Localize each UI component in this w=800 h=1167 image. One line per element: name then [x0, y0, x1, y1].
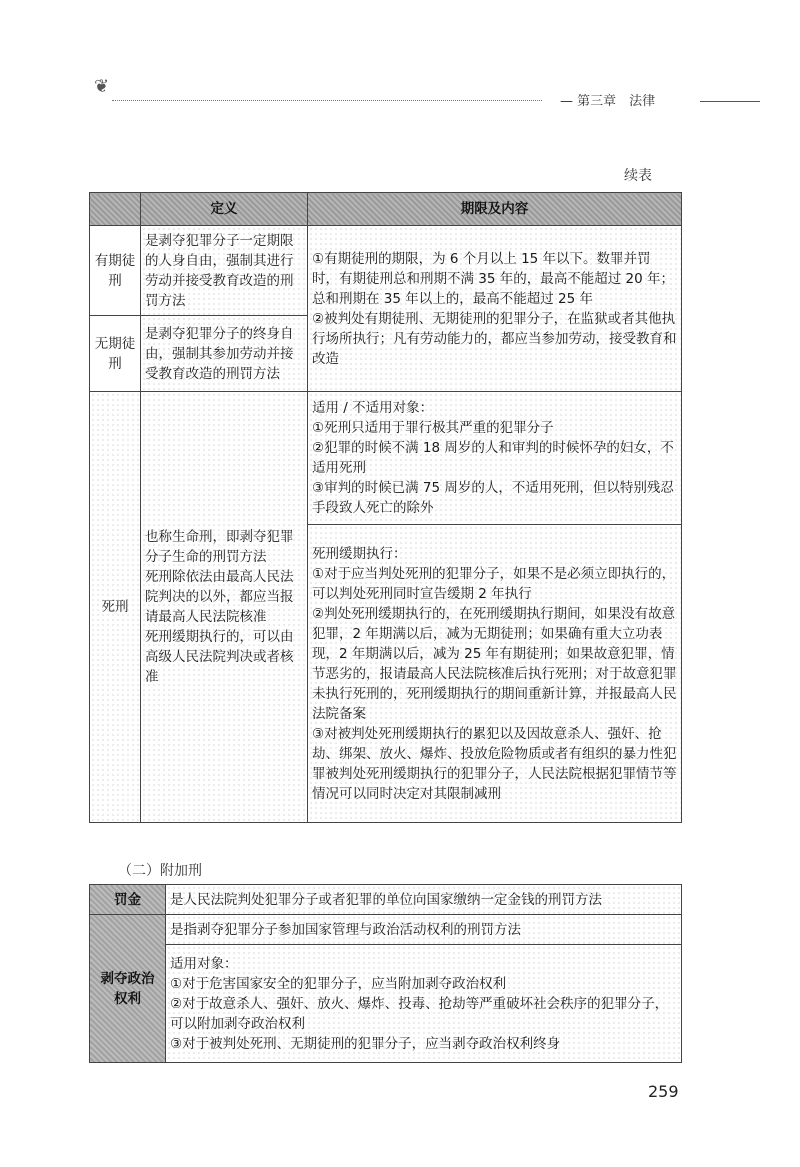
deprivation-applicable-cell: [166, 945, 682, 1063]
table-row: [90, 226, 682, 316]
definition-fixed-term: 是剥夺犯罪分子一定期限的人身自由，强制其进行劳动并接受教育改造的刑罚方法: [141, 226, 308, 316]
table-row: [90, 885, 682, 915]
header-term-content: 期限及内容: [308, 193, 682, 226]
header-rule: [700, 101, 760, 102]
deprivation-definition: 是指剥夺犯罪分子参加国家管理与政治活动权利的刑罚方法: [166, 915, 682, 945]
table-row: [90, 945, 682, 1063]
category-life: 无期徒刑: [90, 316, 141, 392]
label-deprivation: 剥夺政治权利: [90, 915, 166, 1063]
definition-life: 是剥夺犯罪分子的终身自由，强制其参加劳动并接受教育改造的刑罚方法: [141, 316, 308, 392]
category-fixed-term: 有期徒刑: [90, 226, 141, 316]
category-death: 死刑: [90, 392, 141, 823]
header-ornament-icon: ❦: [94, 76, 110, 97]
death-applicable-item-3: ③审判的时候已满 75 周岁的人，不适用死刑，但以特别残忍手段致人死亡的除外: [312, 480, 674, 516]
section-title: （二）附加刑: [118, 863, 202, 879]
table-row: [90, 392, 682, 525]
death-definition-3: 死刑缓期执行的，可以由高级人民法院判决或者核准: [145, 629, 294, 685]
death-applicable-heading: 适用 / 不适用对象：: [312, 400, 434, 416]
imprisonment-execution-text: ②被判处有期徒刑、无期徒刑的犯罪分子，在监狱或者其他执行场所执行；凡有劳动能力的，都应当参加劳动，接受教育和改造: [312, 310, 677, 367]
page-number: 259: [648, 1082, 679, 1101]
header-divider: [112, 100, 542, 101]
supplementary-penalty-table: [89, 884, 682, 1063]
deprivation-applicable-item-2: ②对于故意杀人、强奸、放火、爆炸、投毒、抢劫等严重破坏社会秩序的犯罪分子，可以附加剥夺政治权利: [170, 995, 669, 1032]
content-imprisonment: [308, 226, 682, 392]
death-applicable-item-1: ①死刑只适用于罪行极其严重的犯罪分子: [312, 420, 554, 436]
suspended-item-1: ①对于应当判处死刑的犯罪分子，如果不是必须立即执行的，可以判处死刑同时宣告缓期 2 年执行: [312, 565, 676, 602]
table-header-row: [90, 193, 682, 226]
table-row: [90, 915, 682, 945]
suspended-heading: 死刑缓期执行：: [312, 545, 407, 562]
deprivation-applicable-item-3: ③对于被判处死刑、无期徒刑的犯罪分子，应当剥夺政治权利终身: [170, 1035, 561, 1052]
header-definition: 定义: [141, 193, 308, 226]
death-suspended-cell: [308, 525, 682, 823]
header-blank: [90, 193, 141, 226]
chapter-title: — 第三章 法律: [560, 94, 656, 109]
death-definition-1: 也称生命刑，即剥夺犯罪分子生命的刑罚方法: [145, 529, 294, 565]
deprivation-applicable-item-1: ①对于危害国家安全的犯罪分子，应当附加剥夺政治权利: [170, 975, 507, 992]
fine-definition: 是人民法院判处犯罪分子或者犯罪的单位向国家缴纳一定金钱的刑罚方法: [166, 885, 682, 915]
penalty-table: [89, 192, 682, 823]
suspended-item-2: ②判处死刑缓期执行的，在死刑缓期执行期间，如果没有故意犯罪，2 年期满以后，减为无期徒刑；如果确有重大立功表现，2 年期满以后，减为 25 年有期徒刑；如果故意犯罪，情节恶劣的，报请最高人民法院核准后执行死刑；对于故意犯罪未执行死刑的，死刑缓期执行的期间重新计算，并报最高人民法院备案: [312, 605, 677, 722]
label-fine: 罚金: [90, 885, 166, 915]
death-definition-2: 死刑除依法由最高人民法院判决的以外，都应当报请最高人民法院核准: [145, 569, 294, 625]
death-applicable-item-2: ②犯罪的时候不满 18 周岁的人和审判的时候怀孕的妇女，不适用死刑: [312, 440, 674, 476]
deprivation-applicable-heading: 适用对象：: [170, 955, 238, 972]
continued-label: 续表: [624, 168, 652, 184]
suspended-item-3: ③对被判处死刑缓期执行的累犯以及因故意杀人、强奸、抢劫、绑架、放火、爆炸、投放危险物质或者有组织的暴力性犯罪被判处死刑缓期执行的犯罪分子，人民法院根据犯罪情节等情况可以同时决定对其限制减刑: [312, 725, 677, 802]
imprisonment-term-text: ①有期徒刑的期限，为 6 个月以上 15 年以下。数罪并罚时，有期徒刑总和刑期不满 35 年的，最高不能超过 20 年；总和刑期在 35 年以上的，最高不能超过 25 年: [312, 250, 675, 307]
death-applicable-cell: [308, 392, 682, 525]
definition-death: [141, 392, 308, 823]
